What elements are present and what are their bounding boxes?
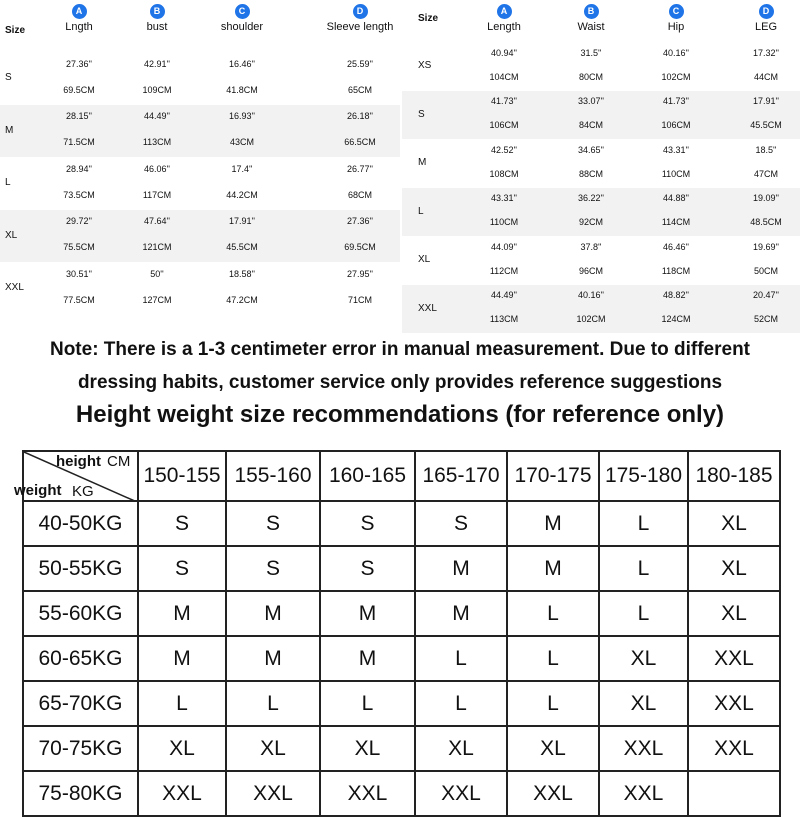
height-range-header: 155-160 [226,451,320,501]
top-size-chart [0,0,400,318]
cm-value: 80CM [578,71,604,82]
recommended-size: XL [599,636,688,681]
recommended-size: XL [688,546,780,591]
recommended-size: M [415,546,507,591]
size-row-s [0,52,400,105]
recommended-size: M [226,636,320,681]
pants-size-chart [402,0,800,332]
recommended-size: L [226,681,320,726]
inch-value: 28.15'' [66,111,92,122]
inch-value: 46.06'' [144,163,170,174]
weight-range-label: 65-70KG [23,681,138,726]
recommended-size: S [138,546,226,591]
size-row-m [0,105,400,158]
size-label: XL [418,254,431,266]
recommended-size: M [320,636,415,681]
grid-row-60-65kg [23,636,780,681]
cm-value: 69.5CM [344,242,376,253]
column-badge-c: C [669,4,684,19]
column-label: Lngth [65,21,93,33]
column-label: Hip [667,21,685,33]
cm-value: 47.2CM [226,294,258,305]
inch-value: 28.94'' [66,163,92,174]
column-header-lngth [34,4,124,33]
cm-value: 104CM [489,71,519,82]
cm-value: 45.5CM [226,242,258,253]
cm-value: 43CM [229,137,255,148]
cm-value: 44CM [753,71,779,82]
size-row-xxl [0,262,400,315]
cm-value: 71CM [347,294,373,305]
recommended-size: L [415,681,507,726]
inch-value: 18.5'' [755,144,777,155]
column-label: bust [146,21,168,33]
cm-value: 106CM [489,120,519,131]
recommended-size: XL [138,726,226,771]
recommended-size: S [320,501,415,546]
recommended-size: M [138,591,226,636]
size-column-header: Size [5,25,26,36]
grid-corner-cell [14,451,138,501]
size-label: XL [5,229,18,241]
inch-value: 31.5'' [580,47,602,58]
column-label: Length [487,21,521,33]
measurement-note-line2: dressing habits, customer service only provides reference suggestions [77,372,723,393]
column-header-hip [631,4,721,33]
cm-value: 106CM [661,120,691,131]
inch-value: 17.32'' [753,47,779,58]
recommended-size: XXL [688,726,780,771]
height-weight-grid [14,450,781,817]
column-label: shoulder [220,21,264,33]
cm-value: 84CM [578,120,604,131]
size-row-xxl [402,285,800,334]
cm-value: 117CM [142,189,172,200]
recommended-size: S [320,546,415,591]
size-row-l [0,157,400,210]
inch-value: 29.72'' [66,216,92,227]
recommended-size: L [138,681,226,726]
recommended-size: S [226,501,320,546]
recommended-size: XL [226,726,320,771]
column-header-shoulder [197,4,287,33]
weight-range-label: 70-75KG [23,726,138,771]
cm-value: 66.5CM [344,137,376,148]
recommended-size: XXL [320,771,415,816]
recommended-size: XL [688,501,780,546]
inch-value: 27.36'' [347,216,373,227]
bottom_table-header [402,0,800,48]
inch-value: 34.65'' [578,144,604,155]
column-badge-d: D [759,4,774,19]
cm-value: 124CM [661,314,691,325]
inch-value: 41.73'' [491,96,517,107]
recommended-size: L [320,681,415,726]
column-badge-b: B [584,4,599,19]
size-row-xl [0,210,400,263]
inch-value: 18.58'' [229,268,255,279]
inch-value: 42.52'' [491,144,517,155]
recommended-size: XL [320,726,415,771]
column-label: Waist [577,21,605,33]
inch-value: 40.16'' [578,290,604,301]
size-label: XXL [5,282,24,294]
size-label: XXL [418,302,437,314]
inch-value: 44.09'' [491,241,517,252]
inch-value: 50'' [150,268,164,279]
inch-value: 33.07'' [578,96,604,107]
weight-range-label: 60-65KG [23,636,138,681]
column-header-sleeve-length [315,4,405,33]
inch-value: 42.91'' [144,58,170,69]
inch-value: 40.94'' [491,47,517,58]
size-label: M [418,157,427,169]
height-range-header: 170-175 [507,451,599,501]
recommended-size: L [415,636,507,681]
height-range-header: 165-170 [415,451,507,501]
inch-value: 25.59'' [347,58,373,69]
size-label: S [418,108,425,120]
inch-value: 19.69'' [753,241,779,252]
cm-value: 41.8CM [226,84,258,95]
corner-weight-label: weight [14,482,62,499]
cm-value: 121CM [142,242,172,253]
size-label: L [418,205,424,217]
recommended-size: XXL [599,771,688,816]
recommended-size: L [599,546,688,591]
inch-value: 43.31'' [663,144,689,155]
size-row-l [402,188,800,237]
recommended-size: L [507,591,599,636]
cm-value: 113CM [489,314,519,325]
size-row-xl [402,236,800,285]
size-column-header: Size [418,13,439,24]
inch-value: 47.64'' [144,216,170,227]
grid-row-65-70kg [23,681,780,726]
corner-height-label: height [56,453,101,470]
column-badge-a: A [72,4,87,19]
height-range-header: 160-165 [320,451,415,501]
measurement-note-line1: Note: There is a 1-3 centimeter error in manual measurement. Due to different [49,339,751,360]
cm-value: 110CM [661,168,691,179]
column-label: LEG [754,21,777,33]
cm-value: 108CM [489,168,519,179]
cm-value: 44.2CM [226,189,258,200]
cm-value: 113CM [142,137,172,148]
recommended-size: XXL [138,771,226,816]
inch-value: 43.31'' [491,193,517,204]
recommended-size: XXL [415,771,507,816]
inch-value: 36.22'' [578,193,604,204]
cm-value: 110CM [489,217,519,228]
weight-range-label: 55-60KG [23,591,138,636]
cm-value: 92CM [578,217,604,228]
cm-value: 52CM [753,314,779,325]
inch-value: 16.93'' [229,111,255,122]
cm-value: 65CM [347,84,373,95]
size-label: S [5,72,12,84]
inch-value: 26.18'' [347,111,373,122]
cm-value: 127CM [142,294,172,305]
height-range-header: 150-155 [138,451,226,501]
grid-row-55-60kg [23,591,780,636]
recommended-size: L [507,681,599,726]
recommended-size: S [226,546,320,591]
column-header-bust [112,4,202,33]
recommended-size: L [599,501,688,546]
weight-range-label: 75-80KG [23,771,138,816]
inch-value: 17.4'' [231,163,253,174]
recommended-size: M [226,591,320,636]
inch-value: 48.82'' [663,290,689,301]
recommended-size: XL [415,726,507,771]
size-row-m [402,139,800,188]
inch-value: 30.51'' [66,268,92,279]
height-range-header: 175-180 [599,451,688,501]
cm-value: 68CM [347,189,373,200]
weight-range-label: 40-50KG [23,501,138,546]
cm-value: 45.5CM [750,120,782,131]
inch-value: 44.49'' [491,290,517,301]
inch-value: 17.91'' [229,216,255,227]
cm-value: 96CM [578,265,604,276]
column-badge-d: D [353,4,368,19]
column-label: Sleeve length [326,21,394,33]
cm-value: 118CM [661,265,691,276]
inch-value: 20.47'' [753,290,779,301]
recommended-size: XXL [688,681,780,726]
cm-value: 47CM [753,168,779,179]
size-label: M [5,124,14,136]
recommended-size: S [415,501,507,546]
cm-value: 69.5CM [63,84,95,95]
cm-value: 50CM [753,265,779,276]
height-range-header: 180-185 [688,451,780,501]
inch-value: 44.88'' [663,193,689,204]
grid-header-row [23,451,780,501]
recommended-size: XXL [688,636,780,681]
corner-weight-unit: KG [72,483,94,500]
weight-range-label: 50-55KG [23,546,138,591]
cm-value: 77.5CM [63,294,95,305]
grid-row-75-80kg [23,771,780,816]
column-badge-a: A [497,4,512,19]
cm-value: 75.5CM [63,242,95,253]
grid-row-40-50kg [23,501,780,546]
cm-value: 112CM [489,265,519,276]
cm-value: 102CM [576,314,606,325]
top_table-header [0,0,400,48]
inch-value: 41.73'' [663,96,689,107]
recommended-size: L [599,591,688,636]
column-header-waist [546,4,636,33]
inch-value: 37.8'' [580,241,602,252]
cm-value: 102CM [661,71,691,82]
inch-value: 19.09'' [753,193,779,204]
cm-value: 109CM [142,84,172,95]
cm-value: 73.5CM [63,189,95,200]
column-badge-b: B [150,4,165,19]
recommended-size: XXL [226,771,320,816]
column-header-leg [721,4,800,33]
cm-value: 71.5CM [63,137,95,148]
grid-row-50-55kg [23,546,780,591]
recommended-size [688,771,780,816]
size-row-xs [402,42,800,91]
cm-value: 48.5CM [750,217,782,228]
recommendation-title: Height weight size recommendations (for reference only) [75,401,725,428]
recommended-size: XL [599,681,688,726]
grid-row-70-75kg [23,726,780,771]
inch-value: 44.49'' [144,111,170,122]
recommended-size: M [507,546,599,591]
corner-height-unit: CM [107,453,131,470]
recommended-size: XL [507,726,599,771]
size-label: L [5,177,11,189]
size-label: XS [418,60,432,72]
cm-value: 88CM [578,168,604,179]
cm-value: 114CM [661,217,691,228]
recommended-size: S [138,501,226,546]
inch-value: 27.36'' [66,58,92,69]
recommended-size: M [415,591,507,636]
recommended-size: XL [688,591,780,636]
recommended-size: M [138,636,226,681]
inch-value: 27.95'' [347,268,373,279]
recommended-size: XXL [599,726,688,771]
size-row-s [402,91,800,140]
inch-value: 16.46'' [229,58,255,69]
recommended-size: M [320,591,415,636]
recommended-size: XXL [507,771,599,816]
inch-value: 46.46'' [663,241,689,252]
column-badge-c: C [235,4,250,19]
recommended-size: M [507,501,599,546]
inch-value: 17.91'' [753,96,779,107]
inch-value: 26.77'' [347,163,373,174]
inch-value: 40.16'' [663,47,689,58]
column-header-length [459,4,549,33]
recommended-size: L [507,636,599,681]
